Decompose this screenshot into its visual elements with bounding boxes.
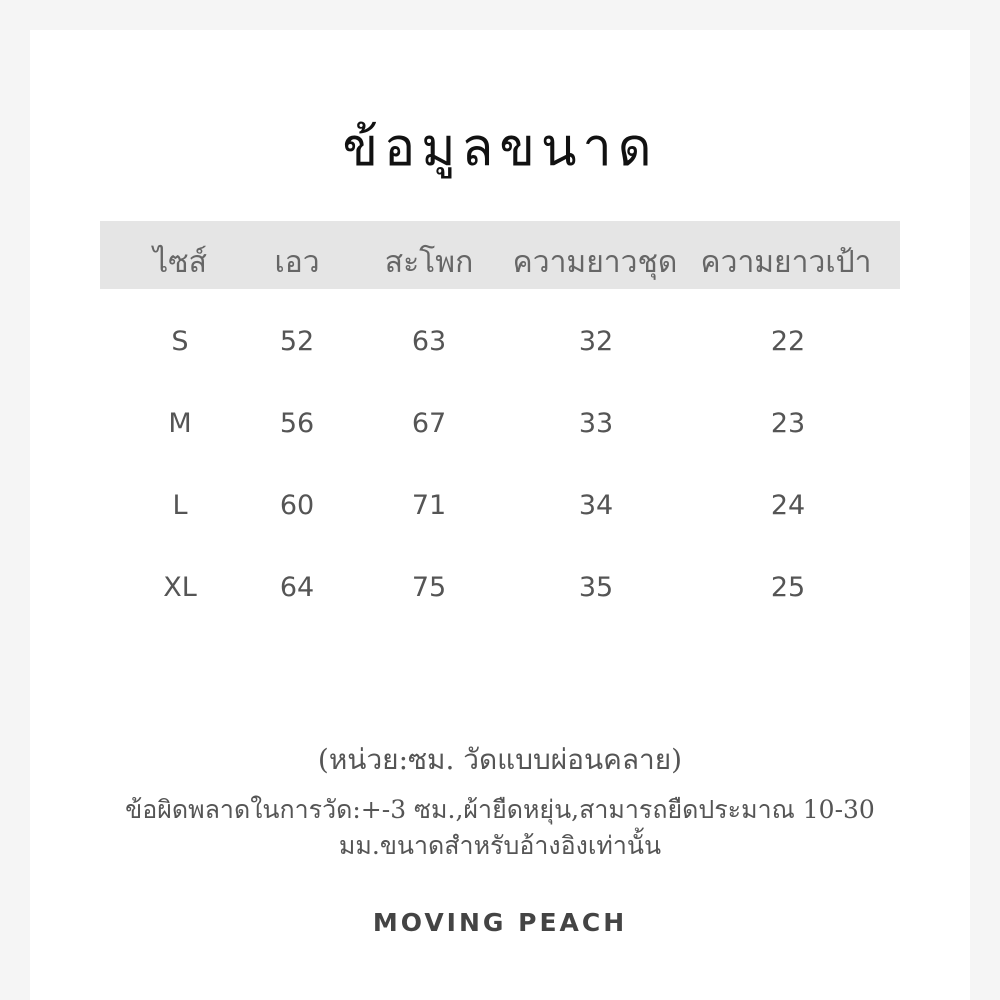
- note-line-2: มม.ขนาดสำหรับอ้างอิงเท่านั้น: [338, 831, 662, 860]
- header-length: ความยาวชุด: [512, 245, 678, 280]
- cell-waist: 56: [279, 408, 315, 439]
- table-row: [100, 326, 900, 366]
- cell-length: 35: [578, 572, 614, 603]
- cell-waist: 52: [279, 326, 315, 357]
- cell-size: L: [172, 490, 188, 521]
- cell-size: XL: [163, 572, 197, 603]
- note-line-1: ข้อผิดพลาดในการวัด:+-3 ซม.,ผ้ายืดหยุ่น,สามารถยืดประมาณ 10-30: [125, 795, 875, 824]
- table-row: [100, 572, 900, 612]
- cell-rise-length: 24: [770, 490, 806, 521]
- cell-length: 33: [578, 408, 614, 439]
- brand-logo-text: MOVING PEACH: [372, 908, 628, 937]
- size-info-card: [30, 30, 970, 1000]
- header-size: ไซส์: [153, 245, 207, 280]
- cell-size: S: [171, 326, 189, 357]
- header-rise-length: ความยาวเป้า: [700, 245, 872, 280]
- table-row: [100, 408, 900, 448]
- cell-waist: 64: [279, 572, 315, 603]
- measurement-error-note: [90, 792, 910, 864]
- header-hip: สะโพก: [384, 245, 474, 280]
- cell-hip: 71: [411, 490, 447, 521]
- page-title: ข้อมูลขนาด: [342, 118, 658, 178]
- cell-length: 32: [578, 326, 614, 357]
- table-header: [100, 221, 900, 289]
- cell-hip: 63: [411, 326, 447, 357]
- cell-waist: 60: [279, 490, 315, 521]
- unit-note: (หน่วย:ซม. วัดแบบผ่อนคลาย): [317, 743, 683, 776]
- cell-size: M: [168, 408, 192, 439]
- cell-hip: 67: [411, 408, 447, 439]
- cell-rise-length: 22: [770, 326, 806, 357]
- cell-length: 34: [578, 490, 614, 521]
- cell-rise-length: 25: [770, 572, 806, 603]
- header-waist: เอว: [274, 245, 320, 280]
- cell-hip: 75: [411, 572, 447, 603]
- table-row: [100, 490, 900, 530]
- cell-rise-length: 23: [770, 408, 806, 439]
